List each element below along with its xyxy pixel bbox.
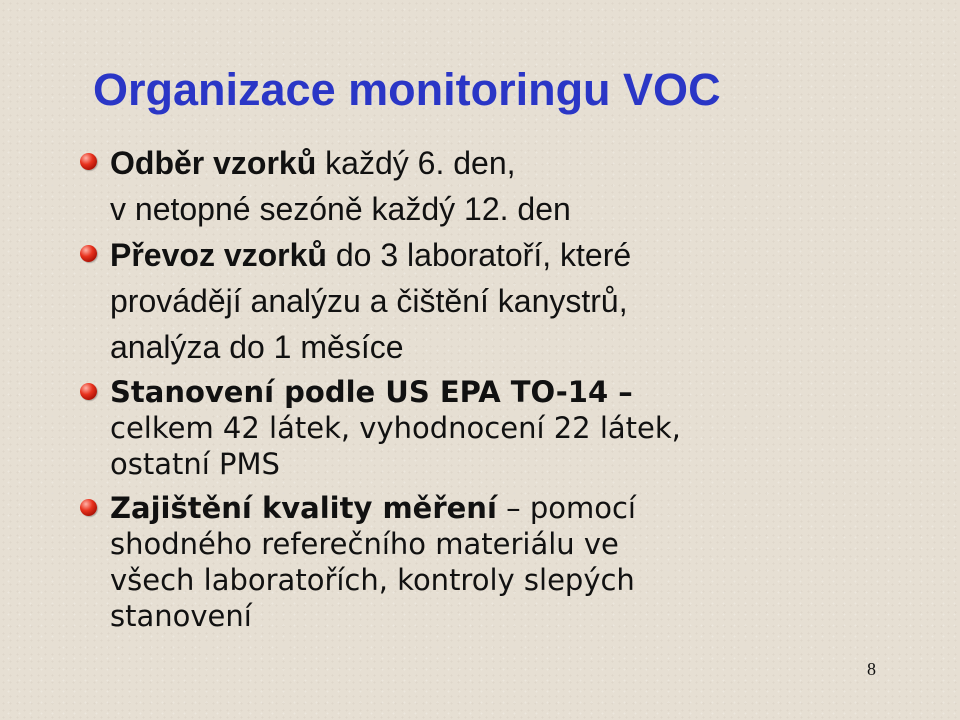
bullet-line (110, 140, 930, 186)
red-ball-bullet-icon (80, 499, 97, 516)
bullet-line (110, 374, 930, 410)
bullet-text: – pomocí (496, 491, 636, 525)
red-ball-bullet-icon (80, 383, 97, 400)
bullet-text: každý 6. den, (316, 145, 516, 181)
bullet-lead: Odběr vzorků (110, 145, 317, 181)
bullet-line: všech laboratořích, kontroly slepých (110, 563, 635, 597)
bullet-list (80, 140, 930, 634)
bullet-line: stanovení (110, 599, 252, 633)
bullet-lead: Stanovení podle US EPA TO-14 – (110, 375, 633, 409)
bullet-text: do 3 laboratoří, které (326, 237, 632, 273)
bullet-lead: Zajištění kvality měření (110, 491, 497, 525)
bullet-line: v netopné sezóně každý 12. den (110, 191, 571, 227)
bullet-line: analýza do 1 měsíce (110, 329, 404, 365)
slide-title: Organizace monitoringu VOC (93, 64, 721, 115)
bullet-line: shodného referečního materiálu ve (110, 527, 619, 561)
bullet-line: celkem 42 látek, vyhodnocení 22 látek, (110, 411, 681, 445)
page-number: 8 (867, 659, 876, 679)
bullet-line: ostatní PMS (110, 447, 280, 481)
bullet-lead: Převoz vzorků (110, 237, 327, 273)
bullet-sample-collection (80, 140, 930, 232)
bullet-determination-method (80, 374, 930, 482)
red-ball-bullet-icon (80, 153, 97, 170)
bullet-line (110, 490, 930, 526)
red-ball-bullet-icon (80, 245, 97, 262)
bullet-quality-assurance (80, 490, 930, 634)
bullet-line (110, 232, 930, 278)
bullet-line: provádějí analýzu a čištění kanystrů, (110, 283, 628, 319)
bullet-sample-transport (80, 232, 930, 370)
